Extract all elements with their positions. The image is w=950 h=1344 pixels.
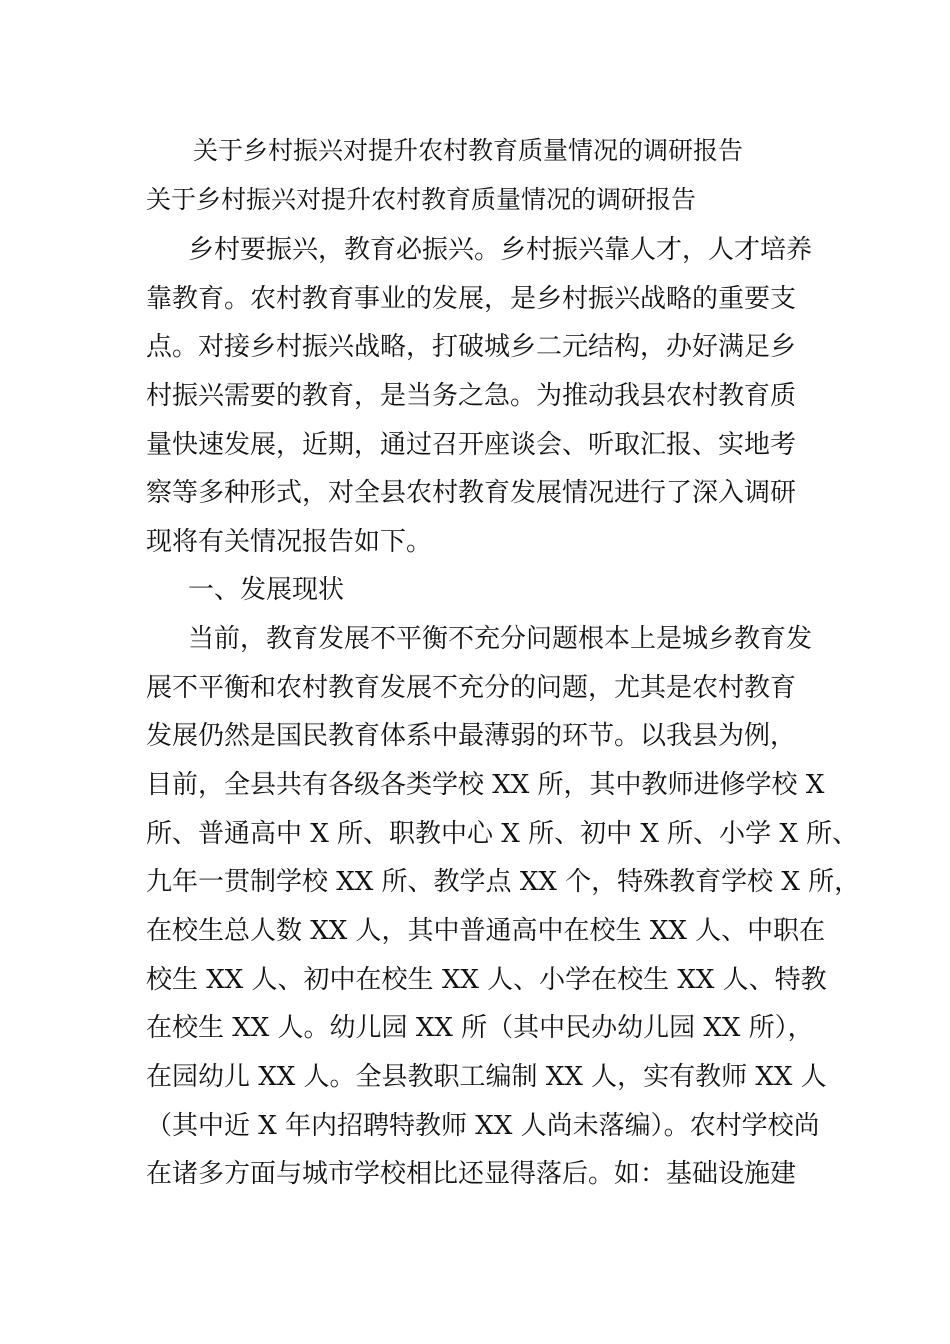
body-line: 乡村要振兴，教育必振兴。乡村振兴靠人才，人才培养 <box>188 235 813 265</box>
body-line: 现将有关情况报告如下。 <box>146 526 433 557</box>
body-line: 在园幼儿 XX 人。全县教职工编制 XX 人，实有教师 XX 人 <box>146 1061 827 1092</box>
body-line: 校生 XX 人、初中在校生 XX 人、小学在校生 XX 人、特教 <box>146 964 827 995</box>
body-line: 点。对接乡村振兴战略，打破城乡二元结构，办好满足乡 <box>146 332 797 363</box>
body-line: 靠教育。农村教育事业的发展，是乡村振兴战略的重要支 <box>146 283 797 314</box>
body-line: 在诸多方面与城市学校相比还显得落后。如：基础设施建 <box>146 1159 797 1190</box>
body-line: 察等多种形式，对全县农村教育发展情况进行了深入调研 <box>146 478 797 509</box>
body-line: 九年一贯制学校 XX 所、教学点 XX 个，特殊教育学校 X 所， <box>146 867 861 898</box>
body-line: 在校生总人数 XX 人，其中普通高中在校生 XX 人、中职在 <box>146 915 826 946</box>
body-line: 展不平衡和农村教育发展不充分的问题，尤其是农村教育 <box>146 672 797 703</box>
body-line: 目前，全县共有各级各类学校 XX 所，其中教师进修学校 X <box>146 770 825 801</box>
body-line: 量快速发展，近期，通过召开座谈会、听取汇报、实地考 <box>146 429 797 460</box>
body-line: （其中近 X 年内招聘特教师 XX 人尚未落编）。农村学校尚 <box>146 1110 820 1141</box>
section-heading: 一、发展现状 <box>188 575 345 606</box>
body-line: 发展仍然是国民教育体系中最薄弱的环节。以我县为例， <box>146 721 797 752</box>
body-line: 村振兴需要的教育，是当务之急。为推动我县农村教育质 <box>146 380 797 411</box>
body-line: 当前，教育发展不平衡不充分问题根本上是城乡教育发 <box>188 624 813 655</box>
body-line: 在校生 XX 人。幼儿园 XX 所（其中民办幼儿园 XX 所）， <box>146 1013 814 1044</box>
document-body <box>146 230 861 1203</box>
document-title: 关于乡村振兴对提升农村教育质量情况的调研报告 <box>193 136 744 165</box>
body-line: 所、普通高中 X 所、职教中心 X 所、初中 X 所、小学 X 所、 <box>146 818 859 849</box>
document-subtitle: 关于乡村振兴对提升农村教育质量情况的调研报告 <box>146 185 697 214</box>
